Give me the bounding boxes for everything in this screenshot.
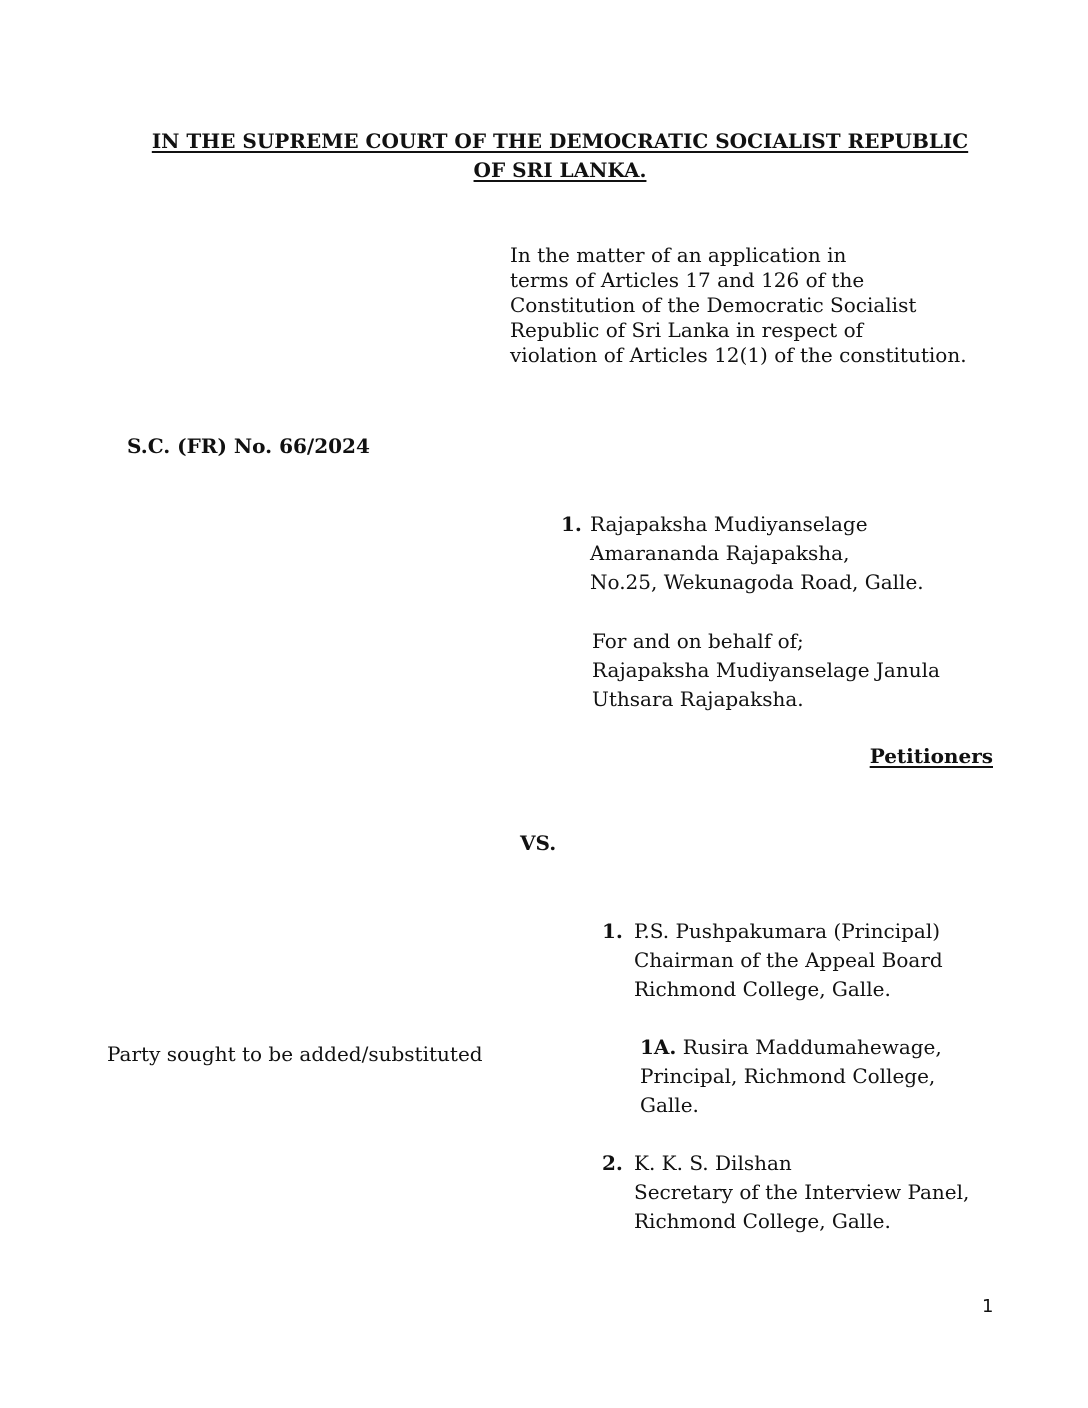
matter-line: Constitution of the Democratic Socialist	[510, 293, 917, 317]
matter-line: In the matter of an application in	[510, 243, 847, 267]
matter-line: Republic of Sri Lanka in respect of	[510, 318, 864, 342]
petitioner-address	[590, 510, 924, 597]
court-title-line-2: OF SRI LANKA.	[473, 158, 647, 182]
respondent-1-line: Richmond College, Galle.	[634, 977, 891, 1001]
page-number: 1	[982, 1296, 994, 1317]
respondent-1-line: Chairman of the Appeal Board	[634, 948, 943, 972]
respondent-1-line: P.S. Pushpakumara (Principal)	[634, 919, 941, 943]
court-title-line-1: IN THE SUPREME COURT OF THE DEMOCRATIC SOCIALIST REPUBLIC	[151, 129, 969, 153]
respondent-2-line: Secretary of the Interview Panel,	[634, 1180, 970, 1204]
respondent-2-address	[634, 1149, 969, 1236]
case-number: S.C. (FR) No. 66/2024	[127, 434, 370, 458]
respondent-2-line: K. K. S. Dilshan	[634, 1151, 792, 1175]
petitioner-behalf-line: Uthsara Rajapaksha.	[592, 687, 804, 711]
respondent-1a-number: 1A.	[640, 1035, 677, 1059]
respondent-2-number: 2.	[602, 1151, 623, 1175]
respondent-1-address	[634, 917, 943, 1004]
versus-label: VS.	[520, 831, 557, 855]
respondent-1a-line-text: Rusira Maddumahewage,	[682, 1035, 942, 1059]
petitioner-behalf-line: Rajapaksha Mudiyanselage Janula	[592, 658, 940, 682]
respondent-1a-line: Galle.	[640, 1093, 699, 1117]
matter-line: terms of Articles 17 and 126 of the	[510, 268, 865, 292]
added-party-note: Party sought to be added/substituted	[107, 1042, 483, 1066]
respondent-1a-line	[640, 1033, 942, 1062]
matter-paragraph	[510, 243, 967, 368]
matter-line: violation of Articles 12(1) of the constitution.	[510, 343, 967, 367]
court-title	[0, 127, 1088, 185]
petitioner-line: Rajapaksha Mudiyanselage	[590, 512, 868, 536]
respondent-1a-line: Principal, Richmond College,	[640, 1064, 936, 1088]
respondent-1a-address	[640, 1033, 942, 1120]
petitioner-number: 1.	[561, 512, 582, 536]
petitioner-behalf	[592, 627, 940, 714]
petitioner-behalf-line: For and on behalf of;	[592, 629, 804, 653]
petitioner-line: Amarananda Rajapaksha,	[590, 541, 850, 565]
respondent-2-line: Richmond College, Galle.	[634, 1209, 891, 1233]
respondent-1-number: 1.	[602, 919, 623, 943]
petitioners-label: Petitioners	[869, 744, 993, 768]
petitioner-line: No.25, Wekunagoda Road, Galle.	[590, 570, 924, 594]
